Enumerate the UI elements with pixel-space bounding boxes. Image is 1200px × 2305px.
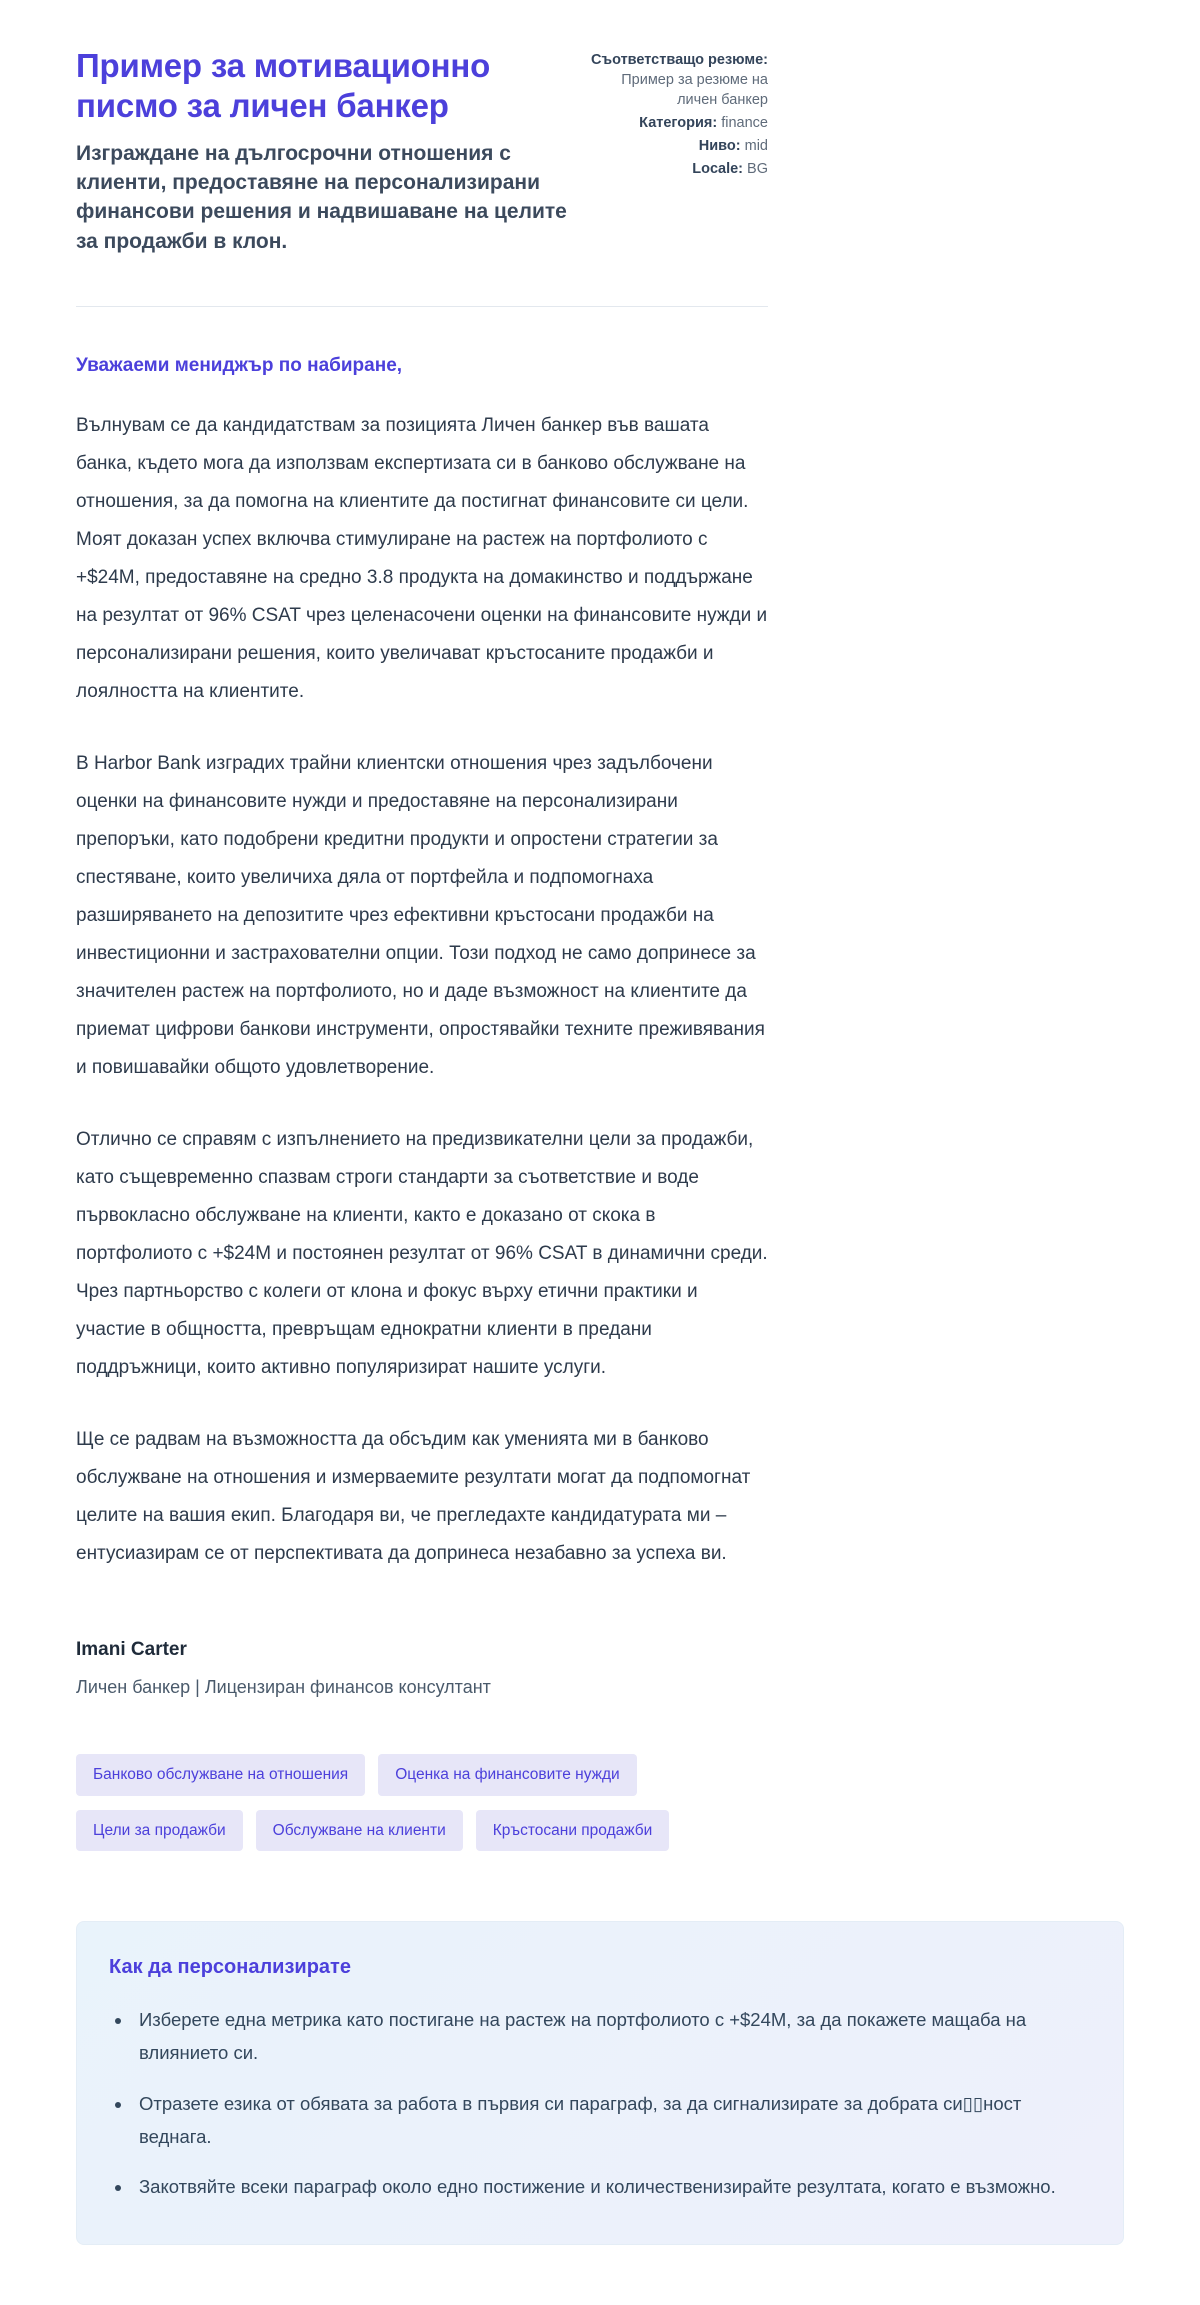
signature-block xyxy=(76,1639,768,1698)
header xyxy=(76,46,768,256)
divider xyxy=(76,306,768,307)
page xyxy=(76,0,1124,2305)
meta-panel xyxy=(590,46,768,182)
letter-greeting: Уважаеми мениджър по набиране, xyxy=(76,355,403,377)
cover-letter-body xyxy=(76,355,768,1698)
tip-item: • Изберете една метрика като постигане на растеж на портфолиото с +$24M, за да покажете мащаба на влиянието си. xyxy=(133,2003,1083,2070)
page-title: Пример за мотивационно писмо за личен банкер xyxy=(76,47,491,125)
meta-locale-value: BG xyxy=(747,161,768,177)
skill-tag: Обслужване на клиенти xyxy=(256,1810,463,1852)
letter-paragraph-4: Ще се радвам на възможността да обсъдим как уменията ми в банково обслужване на отношения и измерваемите резултати могат да подпомогнат целите на вашия екип. Благодаря ви, че прегледахте кандидатурата ми – ентусиазирам се от перспективата да допринеса незабавно за успеха ви. xyxy=(76,1429,751,1565)
page-subtitle: Изграждане на дългосрочни отношения с клиенти, предоставяне на персонализирани финансови решения и надвишаване на целите за продажби в клон. xyxy=(76,141,567,253)
meta-category-value: finance xyxy=(721,115,768,131)
skill-tag: Банково обслужване на отношения xyxy=(76,1754,365,1796)
meta-level xyxy=(590,136,768,156)
meta-category xyxy=(590,113,768,133)
meta-locale-label: Locale: xyxy=(692,161,744,177)
letter-paragraph-2: В Harbor Bank изградих трайни клиентски отношения чрез задълбочени оценки на финансовите нужди и предоставяне на персонализирани препоръки, като подобрени кредитни продукти и опростени стратегии за спестяване, които увеличиха дяла от портфейла и подпомогнаха разширяването на депозитите чрез ефективни кръстосани продажби на инвестиционни и застрахователни опции. Този подход не само допринесе за значителен растеж на портфолиото, но и даде възможност на клиентите да приемат цифрови банкови инструменти, опростявайки техните преживявания и повишавайки общото удовлетворение. xyxy=(76,753,765,1079)
meta-resume-label: Съответстващо резюме: xyxy=(591,52,768,68)
meta-resume-value: Пример за резюме на личен банкер xyxy=(621,72,768,108)
tips-heading: Как да персонализирате xyxy=(109,1956,351,1979)
meta-matching-resume xyxy=(590,50,768,110)
signature-role: Личен банкер | Лицензиран финансов консултант xyxy=(76,1677,491,1698)
skill-tag: Оценка на финансовите нужди xyxy=(378,1754,636,1796)
skill-tag: Кръстосани продажби xyxy=(476,1810,670,1852)
tips-list xyxy=(109,2003,1083,2203)
personalization-tips-box xyxy=(76,1921,1124,2244)
skill-tag: Цели за продажби xyxy=(76,1810,243,1852)
skill-tag-list xyxy=(76,1754,796,1851)
meta-level-label: Ниво: xyxy=(698,138,741,154)
meta-level-value: mid xyxy=(744,138,768,154)
signature-name: Imani Carter xyxy=(76,1639,187,1661)
letter-paragraph-3: Отлично се справям с изпълнението на предизвикателни цели за продажби, като същевременно спазвам строги стандарти за съответствие и воде първокласно обслужване на клиенти, както е доказано от скока в портфолиото с +$24M и постоянен резултат от 96% CSAT в динамични среди. Чрез партньорство с колеги от клона и фокус върху етични практики и участие в общността, превръщам еднократни клиенти в предани поддръжници, които активно популяризират нашите услуги. xyxy=(76,1129,768,1379)
letter-paragraph-1: Вълнувам се да кандидатствам за позицията Личен банкер във вашата банка, където мога да използвам експертизата си в банково обслужване на отношения, за да помогна на клиентите да постигнат финансовите си цели. Моят доказан успех включва стимулиране на растеж на портфолиото с +$24M, предоставяне на средно 3.8 продукта на домакинство и поддържане на резултат от 96% CSAT чрез целенасочени оценки на финансовите нужди и персонализирани решения, които увеличават кръстосаните продажби и лоялността на клиентите. xyxy=(76,415,768,703)
meta-locale xyxy=(590,159,768,179)
tip-item: • Закотвяйте всеки параграф около едно постижение и количественизирайте резултата, когато е възможно. xyxy=(133,2170,1083,2203)
meta-category-label: Категория: xyxy=(639,115,718,131)
tip-item: • Отразете езика от обявата за работа в първия си параграф, за да сигнализирате за добрата си▯▯ност веднага. xyxy=(133,2087,1083,2154)
header-title-block xyxy=(76,46,590,256)
